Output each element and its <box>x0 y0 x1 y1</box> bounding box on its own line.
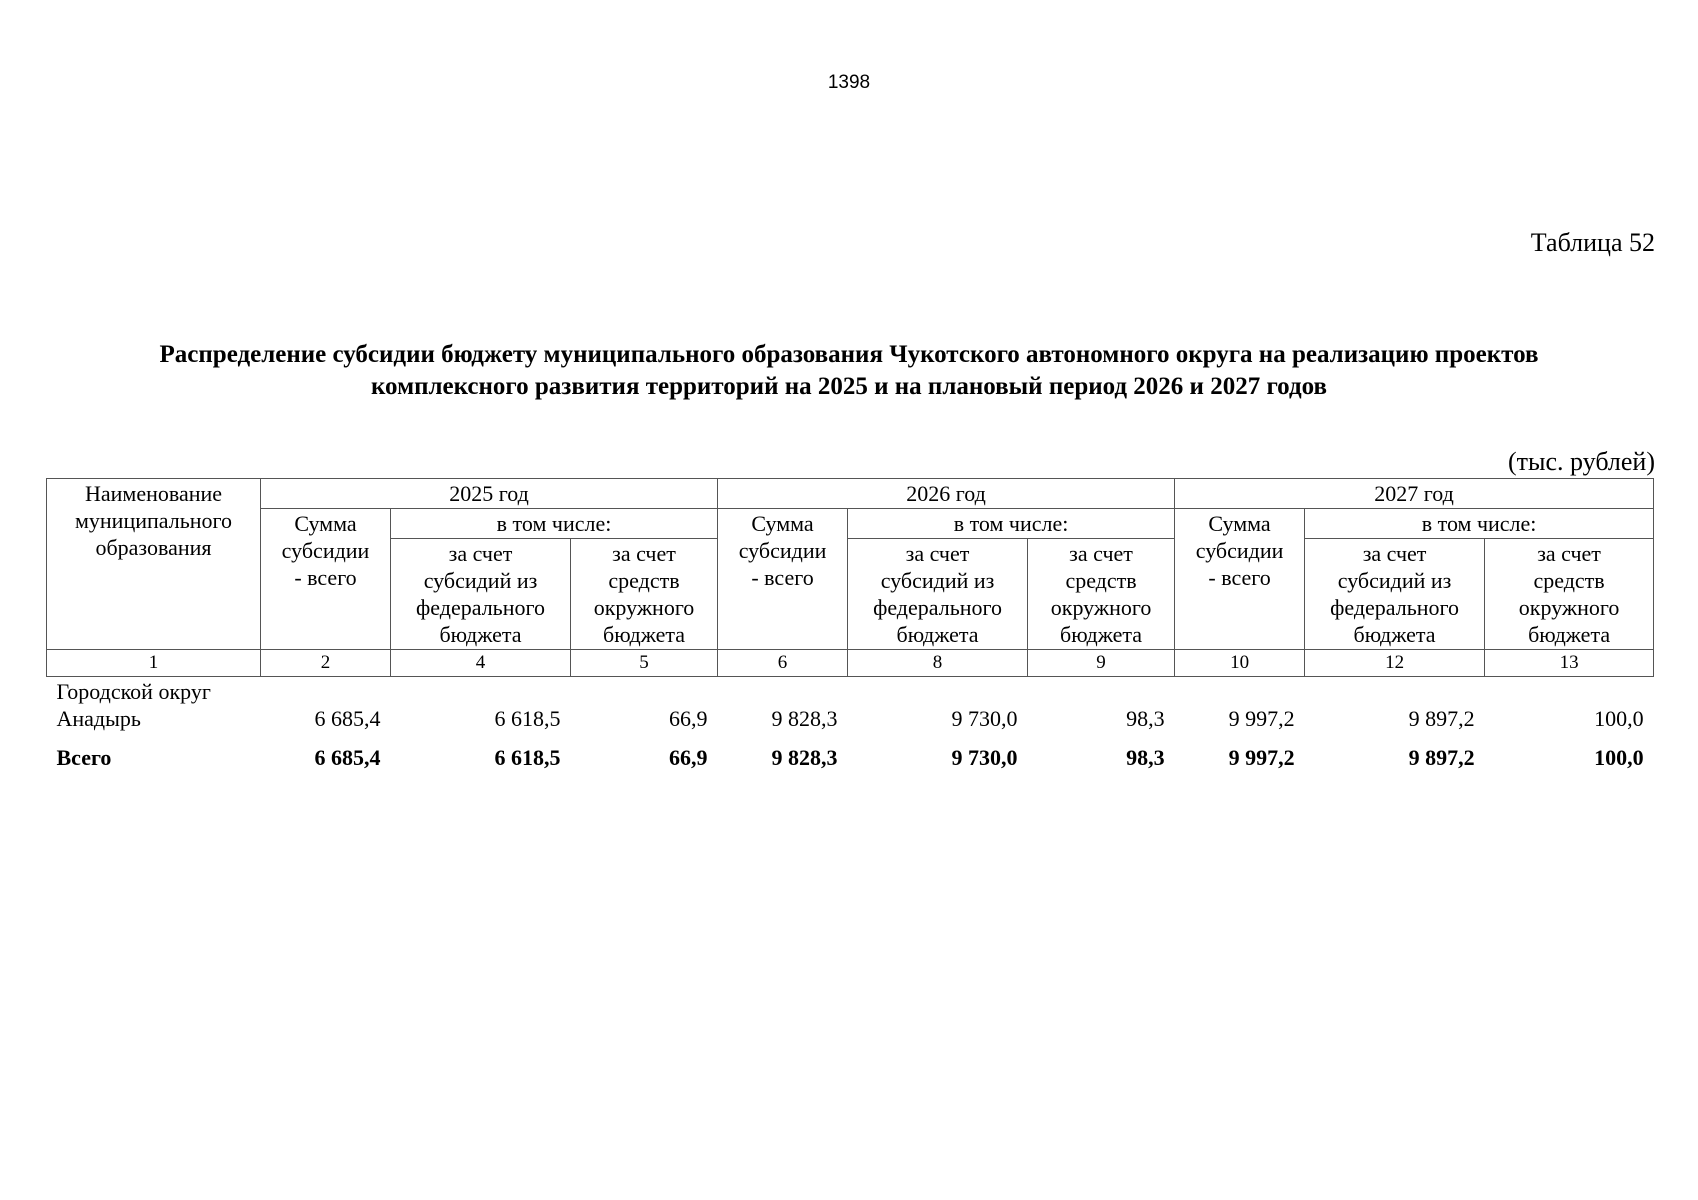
title-line-2: комплексного развития территорий на 2025 и на плановый период 2026 и 2027 годов <box>370 373 1327 400</box>
header-row-sub <box>47 509 1654 539</box>
table-label: Таблица 52 <box>1530 228 1655 257</box>
total-label: Всего <box>56 745 112 770</box>
column-number: 13 <box>1485 650 1654 677</box>
document-title <box>45 339 1653 403</box>
header-including-2026: в том числе: <box>848 509 1175 539</box>
total-value: 9 997,2 <box>1228 745 1295 770</box>
cell-value: 9 730,0 <box>951 706 1018 731</box>
cell-value: 6 618,5 <box>494 706 561 731</box>
subsidy-table <box>46 478 1654 772</box>
header-municipality: Наименование муниципального образования <box>47 479 261 650</box>
header-including-2025: в том числе: <box>391 509 718 539</box>
header-year-2027: 2027 год <box>1175 479 1654 509</box>
column-number: 5 <box>571 650 718 677</box>
header-year-2025: 2025 год <box>261 479 718 509</box>
column-number: 6 <box>718 650 848 677</box>
header-year-2026: 2026 год <box>718 479 1175 509</box>
cell-value: 100,0 <box>1594 706 1644 731</box>
header-total-2026: Сумма субсидии - всего <box>718 509 848 650</box>
total-row <box>47 733 1654 772</box>
total-value: 100,0 <box>1594 745 1644 770</box>
column-number-row <box>47 650 1654 677</box>
header-row-years <box>47 479 1654 509</box>
cell-value: 9 897,2 <box>1408 706 1475 731</box>
header-federal-2027: за счет субсидий из федерального бюджета <box>1305 539 1485 650</box>
header-district-2027: за счет средств окружного бюджета <box>1485 539 1654 650</box>
total-value: 9 897,2 <box>1408 745 1475 770</box>
cell-value: 98,3 <box>1126 706 1165 731</box>
total-value: 6 618,5 <box>494 745 561 770</box>
cell-value: 66,9 <box>669 706 708 731</box>
header-total-2027: Сумма субсидии - всего <box>1175 509 1305 650</box>
column-number: 10 <box>1175 650 1305 677</box>
column-number: 4 <box>391 650 571 677</box>
column-number: 12 <box>1305 650 1485 677</box>
column-number: 1 <box>47 650 261 677</box>
total-value: 66,9 <box>669 745 708 770</box>
header-federal-2026: за счет субсидий из федерального бюджета <box>848 539 1028 650</box>
cell-value: 9 828,3 <box>771 706 838 731</box>
header-including-2027: в том числе: <box>1305 509 1654 539</box>
units-label: (тыс. рублей) <box>1507 447 1655 476</box>
cell-value: 9 997,2 <box>1228 706 1295 731</box>
column-number: 2 <box>261 650 391 677</box>
title-line-1: Распределение субсидии бюджету муниципального образования Чукотского автономного округа на реализацию проектов <box>159 341 1539 368</box>
header-district-2026: за счет средств окружного бюджета <box>1028 539 1175 650</box>
cell-value: 6 685,4 <box>314 706 381 731</box>
total-value: 9 730,0 <box>951 745 1018 770</box>
total-value: 6 685,4 <box>314 745 381 770</box>
header-federal-2025: за счет субсидий из федерального бюджета <box>391 539 571 650</box>
row-name: Городской округ Анадырь <box>56 679 211 731</box>
total-value: 98,3 <box>1126 745 1165 770</box>
column-number: 9 <box>1028 650 1175 677</box>
header-total-2025: Сумма субсидии - всего <box>261 509 391 650</box>
table-row <box>47 677 1654 734</box>
total-value: 9 828,3 <box>771 745 838 770</box>
header-district-2025: за счет средств окружного бюджета <box>571 539 718 650</box>
page-number: 1398 <box>827 72 871 93</box>
column-number: 8 <box>848 650 1028 677</box>
